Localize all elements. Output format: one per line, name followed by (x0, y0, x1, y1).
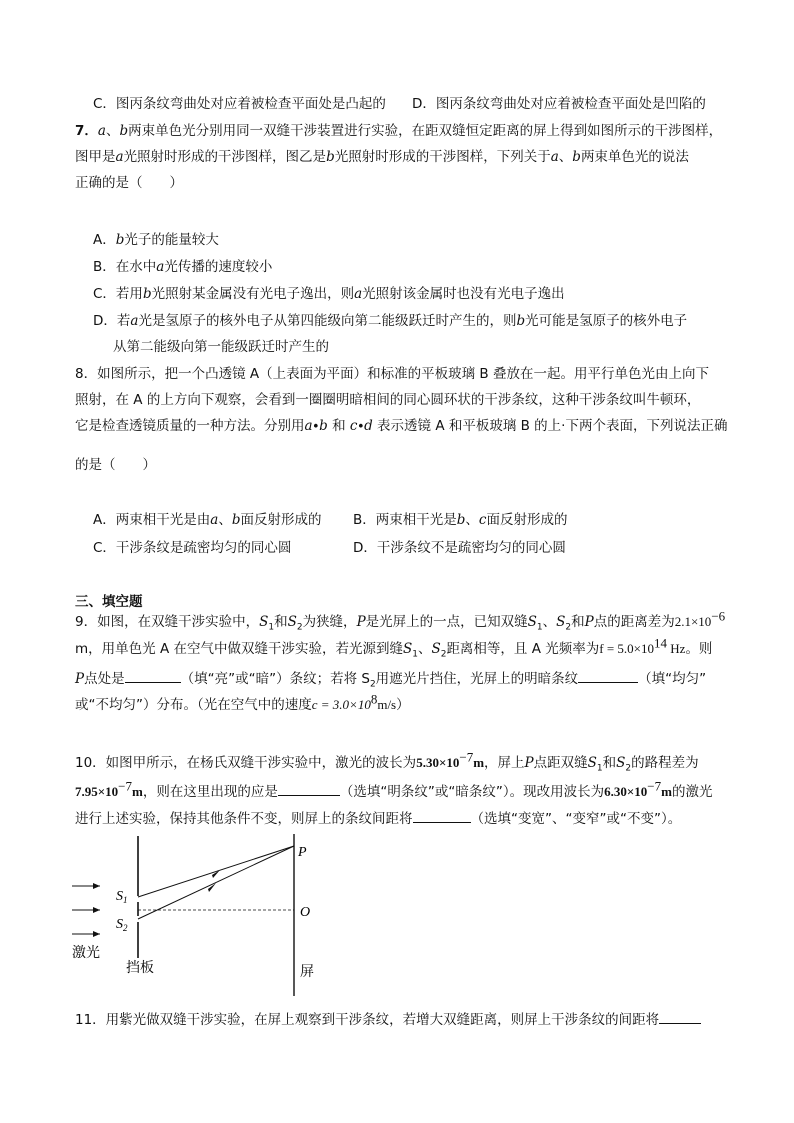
q8-option-d[interactable]: D．干涉条纹不是疏密均匀的同心圆 (353, 540, 566, 556)
q7-option-b[interactable]: B．在水中a光传播的速度较小 (93, 259, 273, 275)
q7-stem-line3: 正确的是（ ） (75, 175, 183, 191)
q9-stem-line1: 9．如图，在双缝干涉实验中，$S_1$和$S_2$为狭缝，P是光屏上的一点，已知双缝$S_1$、$S_2$和P点的距离差为$2.1\times 10^{-6}$ (75, 608, 726, 633)
q9-stem-line2: m，用单色光 A 在空气中做双缝干涉实验，若光源到缝$S_1$、$S_2$距离相等，且 A 光频率为$f = 5.0\times 10^{14}$ Hz。则 (75, 635, 713, 660)
q9-stem-line3: P点处是 （填“亮”或“暗”）条纹；若将 $S_2$用遮光片挡住，光屏上的明暗条纹 （填“均匀” (75, 667, 706, 689)
label-o: O (300, 905, 311, 920)
q7-stem-line2: 图甲是a光照射时形成的干涉图样，图乙是b光照射时形成的干涉图样，下列关于a、b两束单色光的说法 (75, 149, 689, 165)
section-heading: 三、填空题 (75, 594, 143, 610)
q10-blank-1[interactable] (278, 780, 340, 796)
label-p: P (298, 845, 307, 860)
ray-s1-p (138, 846, 294, 897)
ray-s2-p (138, 846, 294, 919)
q8-option-a[interactable]: A．两束相干光是由a、b面反射形成的 (93, 512, 322, 528)
label-baffle: 挡板 (126, 960, 154, 976)
q7-option-d[interactable]: D．若a光是氢原子的核外电子从第四能级向第二能级跃迁时产生的，则b光可能是氢原子的核外电子 (93, 313, 688, 329)
q9-blank-1[interactable] (125, 667, 181, 683)
q9-blank-2[interactable] (578, 667, 638, 683)
q10-stem-line1: 10．如图甲所示，在杨氏双缝干涉实验中，激光的波长为$5.30\times 10^{-7}m$，屏上P点距双缝$S_1$和$S_2$的路程差为 (75, 749, 699, 774)
q8-stem-line1: 8．如图所示，把一个凸透镜 A（上表面为平面）和标准的平板玻璃 B 叠放在一起。用平行单色光由上向下 (75, 366, 709, 382)
q10-blank-2[interactable] (413, 807, 471, 823)
q8-option-c[interactable]: C．干涉条纹是疏密均匀的同心圆 (93, 540, 292, 556)
q8-stem-line4: 的是（ ） (75, 457, 156, 473)
q7-stem-line1: 7．a、b两束单色光分别用同一双缝干涉装置进行实验，在距双缝恒定距离的屏上得到如图所示的干涉图样， (75, 123, 723, 139)
q6-option-c[interactable]: C．图丙条纹弯曲处对应着被检查平面处是凸起的 (93, 96, 386, 112)
q11-blank-1[interactable] (659, 1008, 701, 1024)
q7-option-d-cont: 从第二能级向第一能级跃迁时产生的 (113, 339, 329, 355)
q7-option-a[interactable]: A．b光子的能量较大 (93, 232, 219, 248)
double-slit-diagram (60, 830, 340, 1000)
q6-option-d[interactable]: D．图丙条纹弯曲处对应着被检查平面处是凹陷的 (412, 96, 706, 112)
q10-stem-line3: 进行上述实验，保持其他条件不变，则屏上的条纹间距将 （选填“变宽”、“变窄”或“不变”）。 (75, 807, 681, 829)
q8-stem-line3: 它是检查透镜质量的一种方法。分别用a∙b 和 c∙d 表示透镜 A 和平板玻璃 B 的上·下两个表面，下列说法正确 (75, 418, 728, 434)
q8-option-b[interactable]: B．两束相干光是b、c面反射形成的 (353, 512, 568, 528)
q10-stem-line2: $7.95\times 10^{-7}m$，则在这里出现的应是 （选填“明条纹”或“暗条纹”）。现改用波长为$6.30\times 10^{-7}m$的激光 (75, 778, 713, 800)
q8-stem-line2: 照射，在 A 的上方向下观察，会看到一圈圈明暗相间的同心圆环状的干涉条纹，这种干涉条纹叫牛顿环， (75, 392, 701, 408)
q7-option-c[interactable]: C．若用b光照射某金属没有光电子逸出，则a光照射该金属时也没有光电子逸出 (93, 286, 565, 302)
q9-stem-line4: 或“不均匀”）分布。（光在空气中的速度$c = 3.0\times 10^8m/s$） (75, 691, 410, 713)
label-s1: $S_1$ (116, 889, 128, 905)
label-s2: $S_2$ (116, 917, 128, 933)
label-screen: 屏 (300, 964, 314, 980)
label-laser: 激光 (72, 945, 100, 961)
q11-stem-line1: 11．用紫光做双缝干涉实验，在屏上观察到干涉条纹，若增大双缝距离，则屏上干涉条纹的间距将 (75, 1008, 701, 1030)
